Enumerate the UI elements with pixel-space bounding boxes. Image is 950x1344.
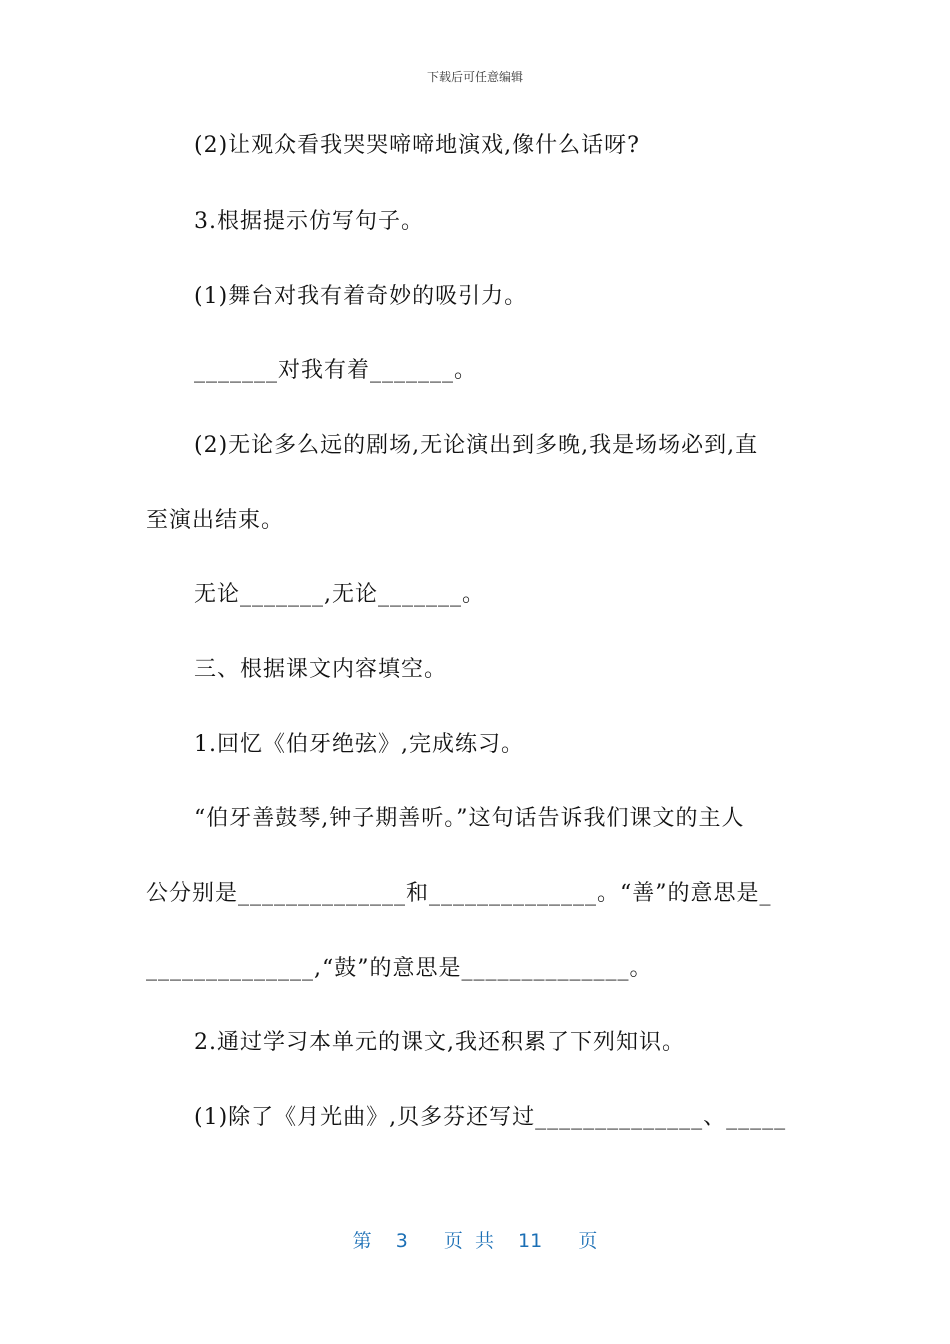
page-number-label: 第 3 页 共 11 页	[352, 1230, 598, 1252]
text-line-12: ______________,“鼓”的意思是______________。	[146, 956, 653, 981]
text-line-10: “伯牙善鼓琴,钟子期善听。”这句话告诉我们课文的主人	[194, 806, 745, 831]
text-line-14: (1)除了《月光曲》,贝多芬还写过______________、_____	[194, 1105, 787, 1130]
text-line-5: (2)无论多么远的剧场,无论演出到多晚,我是场场必到,直	[194, 433, 759, 458]
text-line-6: 至演出结束。	[146, 508, 285, 533]
text-line-13: 2.通过学习本单元的课文,我还积累了下列知识。	[194, 1030, 685, 1055]
section-heading: 三、根据课文内容填空。	[194, 657, 448, 682]
page-header-note: 下载后可任意编辑	[426, 70, 523, 84]
page-number-footer	[0, 1226, 950, 1253]
text-line-11: 公分别是______________和______________。“善”的意思是_	[146, 881, 772, 906]
text-line-2: 3.根据提示仿写句子。	[194, 209, 424, 234]
text-line-4: _______对我有着_______。	[194, 358, 478, 383]
text-line-7: 无论_______,无论_______。	[194, 582, 485, 607]
text-line-9: 1.回忆《伯牙绝弦》,完成练习。	[194, 732, 524, 757]
text-line-3: (1)舞台对我有着奇妙的吸引力。	[194, 284, 528, 309]
text-line-1: (2)让观众看我哭哭啼啼地演戏,像什么话呀?	[194, 133, 640, 158]
